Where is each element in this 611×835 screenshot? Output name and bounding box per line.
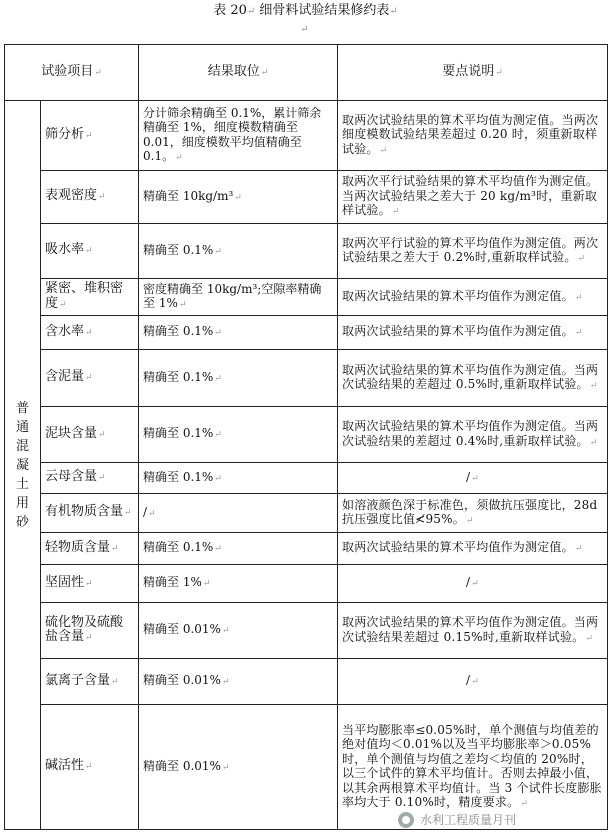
- table-row: [5, 316, 608, 350]
- item-cell: 有机物质含量↵: [41, 494, 139, 533]
- table-row: [5, 659, 608, 705]
- rounding-cell: 精确至 0.1%↵: [139, 533, 338, 565]
- table-row: [5, 603, 608, 659]
- item-cell: 筛分析↵: [41, 101, 139, 171]
- item-cell: 含泥量↵: [41, 350, 139, 407]
- item-cell: 氯离子含量↵: [41, 659, 139, 705]
- header-item: 试验项目↵: [5, 45, 139, 101]
- table-row: [5, 171, 608, 224]
- item-cell: 轻物质含量↵: [41, 533, 139, 565]
- note-cell: 取两次平行试验结果的算术平均值作为测定值。当两次试验结果之差大于 20 kg/m³时，重新取样试验。↵: [338, 171, 608, 224]
- table-row: [5, 565, 608, 603]
- item-cell: 坚固性↵: [41, 565, 139, 603]
- table-row: [5, 407, 608, 463]
- wechat-logo-icon: [398, 812, 414, 828]
- header-note: 要点说明↵: [338, 45, 608, 101]
- paragraph-mark-icon: ↵: [389, 6, 398, 17]
- paragraph-mark-icon: ↵: [246, 6, 256, 17]
- note-cell: 取两次试验结果的算术平均值作为测定值。↵: [338, 316, 608, 350]
- watermark-text: 水利工程质量月刊: [420, 813, 517, 827]
- rounding-cell: 精确至 0.01%↵: [139, 603, 338, 659]
- category-cell: [5, 101, 41, 830]
- note-cell: /↵: [338, 659, 608, 705]
- table-caption: [0, 2, 611, 21]
- item-cell: 表观密度↵: [41, 171, 139, 224]
- table-row: [5, 463, 608, 494]
- table-row: [5, 101, 608, 171]
- rounding-cell: 精确至 1%↵: [139, 565, 338, 603]
- item-cell: 含水率↵: [41, 316, 139, 350]
- table-row: [5, 224, 608, 279]
- item-cell: 碱活性↵: [41, 705, 139, 830]
- note-cell: 取两次试验结果的算术平均值作为测定值。当两次试验结果的差超过 0.4%时,重新取样试验。↵: [338, 407, 608, 463]
- category-label: 普通混凝土用砂: [15, 400, 29, 530]
- rounding-cell: 精确至 0.1%↵: [139, 350, 338, 407]
- item-cell: 紧密、堆积密度↵: [41, 279, 139, 316]
- note-cell: 取两次试验结果的算术平均值作为测定值。当两次试验结果差超过 0.15%时,重新取样试验。↵: [338, 603, 608, 659]
- rounding-cell: 精确至 0.1%↵: [139, 316, 338, 350]
- watermark: [398, 808, 603, 832]
- rounding-cell: 精确至 0.01%↵: [139, 659, 338, 705]
- item-cell: 吸水率↵: [41, 224, 139, 279]
- note-cell: 取两次试验结果的算术平均值作为测定值。↵: [338, 533, 608, 565]
- table-row: [5, 494, 608, 533]
- rounding-cell: 精确至 0.01%↵: [139, 705, 338, 830]
- item-cell: 云母含量↵: [41, 463, 139, 494]
- note-cell: 取两次平行试验的算术平均值作为测定值。两次试验结果之差大于 0.2%时,重新取样试验。↵: [338, 224, 608, 279]
- item-cell: 泥块含量↵: [41, 407, 139, 463]
- note-cell: 如溶液颜色深于标准色，须做抗压强度比，28d 抗压强度比值≮95%。↵: [338, 494, 608, 533]
- rounding-cell: 分计筛余精确至 0.1%，累计筛余精确至 1%，细度模数精确至 0.01，细度模数平均值精确至 0.1。↵: [139, 101, 338, 171]
- rounding-cell: 精确至 0.1%↵: [139, 224, 338, 279]
- header-rounding: 结果取位↵: [139, 45, 338, 101]
- rounding-cell: 精确至 0.1%↵: [139, 463, 338, 494]
- note-cell: 取两次试验结果的算术平均值为测定值。当两次细度模数试验结果差超过 0.20 时，须重新取样试验。↵: [338, 101, 608, 171]
- rounding-cell: 密度精确至 10kg/m³;空隙率精确至 1%↵: [139, 279, 338, 316]
- header-row: [5, 45, 608, 101]
- note-cell: /↵: [338, 565, 608, 603]
- note-cell: 当平均膨胀率≤0.05%时，单个测值与均值差的绝对值均＜0.01%以及当平均膨胀率＞0.05%时，单个测值与均值之差均＜均值的 20%时，以三个试件的算术平均值计。否则去掉最小值，以其余两根算术平均值计。当 3 个试件长度膨胀率均大于 0.10%时，精度要求。↵: [338, 705, 608, 830]
- caption-prefix: 表 20: [213, 3, 247, 18]
- item-cell: 硫化物及硫酸盐含量↵: [41, 603, 139, 659]
- paragraph-mark-icon: ↵: [300, 24, 309, 35]
- rounding-table: [4, 44, 608, 830]
- caption-title: 细骨料试验结果修约表: [259, 3, 390, 18]
- note-cell: 取两次试验结果的算术平均值作为测定值。↵: [338, 279, 608, 316]
- note-cell: 取两次试验结果的算术平均值作为测定值。当两次试验结果的差超过 0.5%时,重新取样试验。↵: [338, 350, 608, 407]
- table-row: [5, 350, 608, 407]
- note-cell: /↵: [338, 463, 608, 494]
- rounding-cell: /↵: [139, 494, 338, 533]
- table-row: [5, 533, 608, 565]
- table-row: [5, 279, 608, 316]
- rounding-cell: 精确至 0.1%↵: [139, 407, 338, 463]
- rounding-cell: 精确至 10kg/m³↵: [139, 171, 338, 224]
